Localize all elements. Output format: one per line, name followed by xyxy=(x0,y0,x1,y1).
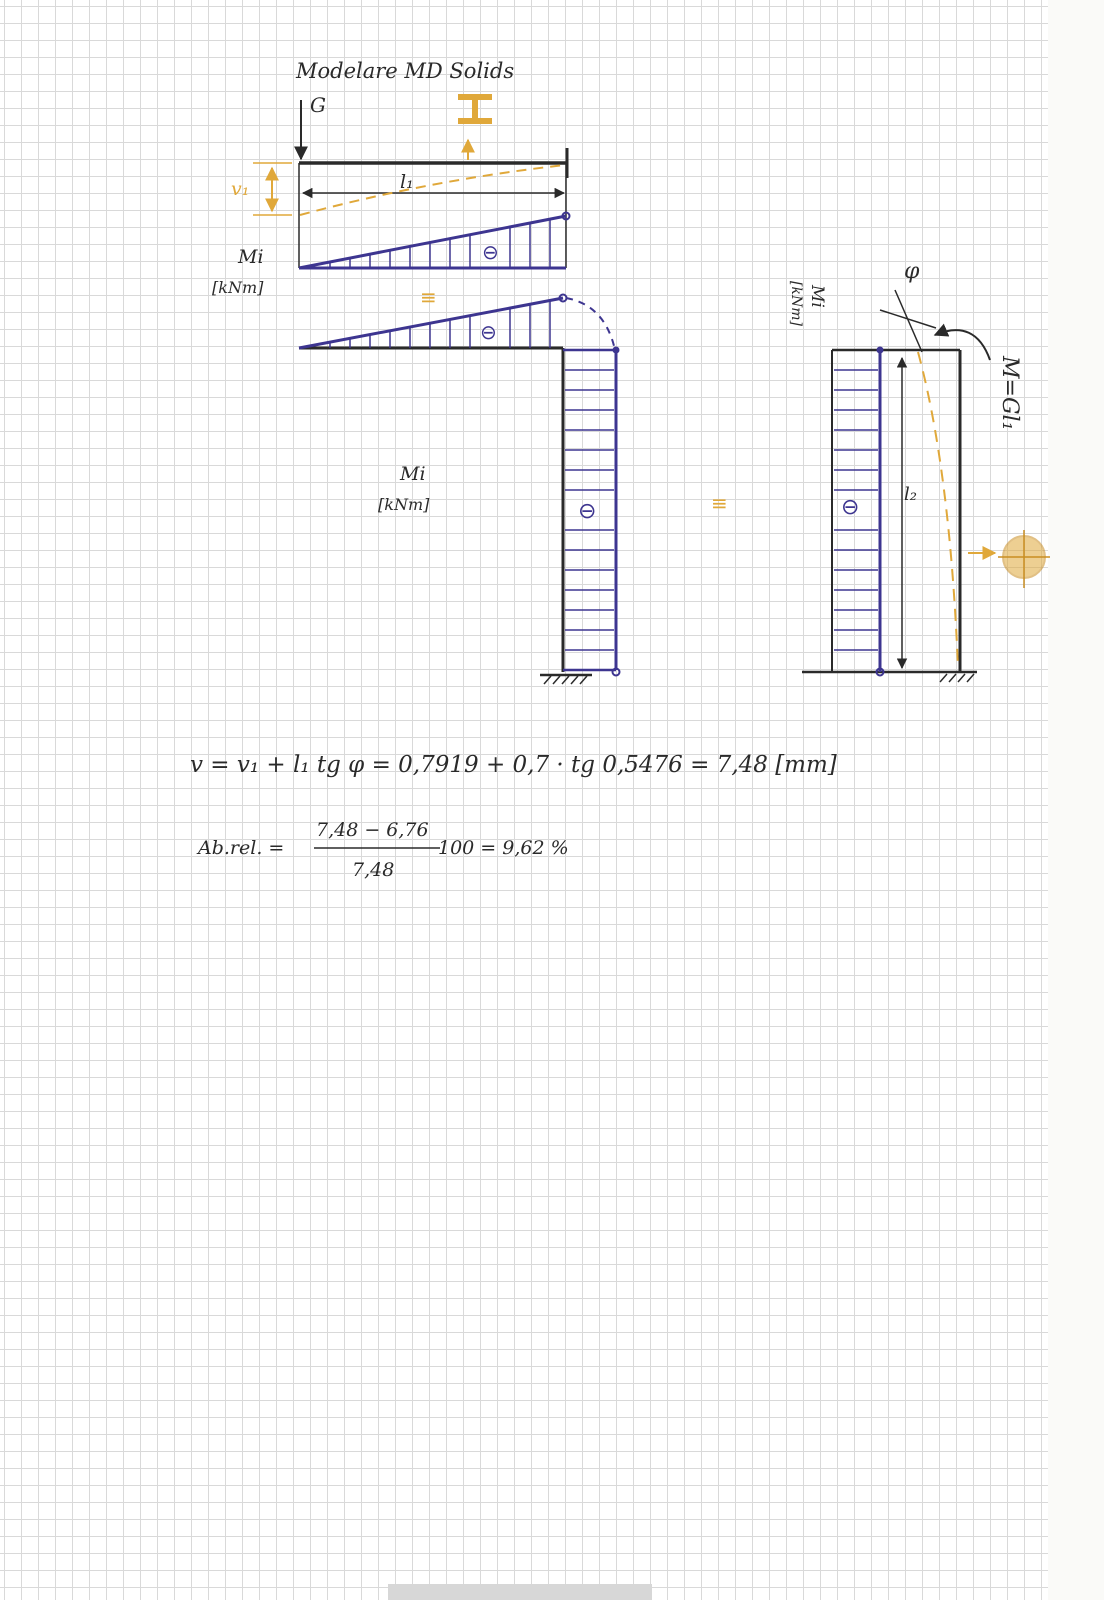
relative-error-numerator: 7,48 − 6,76 xyxy=(316,819,429,841)
deflection-v1-label: v₁ xyxy=(231,178,250,200)
frame-moment-diagram xyxy=(299,295,620,685)
cantilever-diagram xyxy=(231,93,567,215)
i-section-icon xyxy=(458,94,492,124)
rotation-tangent-2 xyxy=(880,310,936,328)
right-sign-negative: ⊖ xyxy=(841,495,860,520)
beam-sign-negative: ⊖ xyxy=(480,320,497,344)
sign-negative: ⊖ xyxy=(482,240,499,264)
moment-line xyxy=(299,216,566,268)
ground-hatch-right xyxy=(940,674,974,682)
ground-hatch xyxy=(540,675,592,684)
length-l2-label: l₂ xyxy=(904,484,917,505)
equivalence-sign: ≡ xyxy=(420,285,437,309)
length-l1-label: l₁ xyxy=(400,171,414,193)
moment-arc xyxy=(935,330,990,360)
moment-label: Mi xyxy=(238,246,264,268)
deflection-equation: v = v₁ + l₁ tg φ = 0,7919 + 0,7 · tg 0,5476 = 7,48 [mm] xyxy=(190,752,837,778)
moment-unit: [kNm] xyxy=(212,278,264,297)
relative-error-lhs: Ab.rel. = xyxy=(198,837,285,859)
relative-error-denominator: 7,48 xyxy=(352,859,395,881)
equivalence-sign-2: ≡ xyxy=(711,491,728,515)
deflected-shape xyxy=(300,165,565,215)
relative-error-equation xyxy=(196,819,569,881)
right-moment-label: Mi xyxy=(807,285,827,308)
frame-moment-label: Mi xyxy=(400,463,426,485)
circular-section-icon xyxy=(998,530,1050,588)
moment-diagram-1 xyxy=(212,163,570,297)
corner-dashed-arc xyxy=(566,298,615,350)
column-diagram xyxy=(788,259,1050,676)
right-moment-unit: [kNm] xyxy=(788,281,804,326)
column-deflected-shape xyxy=(918,352,958,668)
column-sign-negative: ⊖ xyxy=(578,499,597,524)
rotation-tangent-1 xyxy=(895,290,922,352)
load-label: G xyxy=(310,93,326,117)
page-title: Modelare MD Solids xyxy=(296,59,515,83)
frame-moment-unit: [kNm] xyxy=(378,495,430,514)
rotation-label: φ xyxy=(904,259,920,284)
applied-moment-label: M=Gl₁ xyxy=(997,356,1022,431)
relative-error-rhs: 100 = 9,62 % xyxy=(438,837,569,859)
